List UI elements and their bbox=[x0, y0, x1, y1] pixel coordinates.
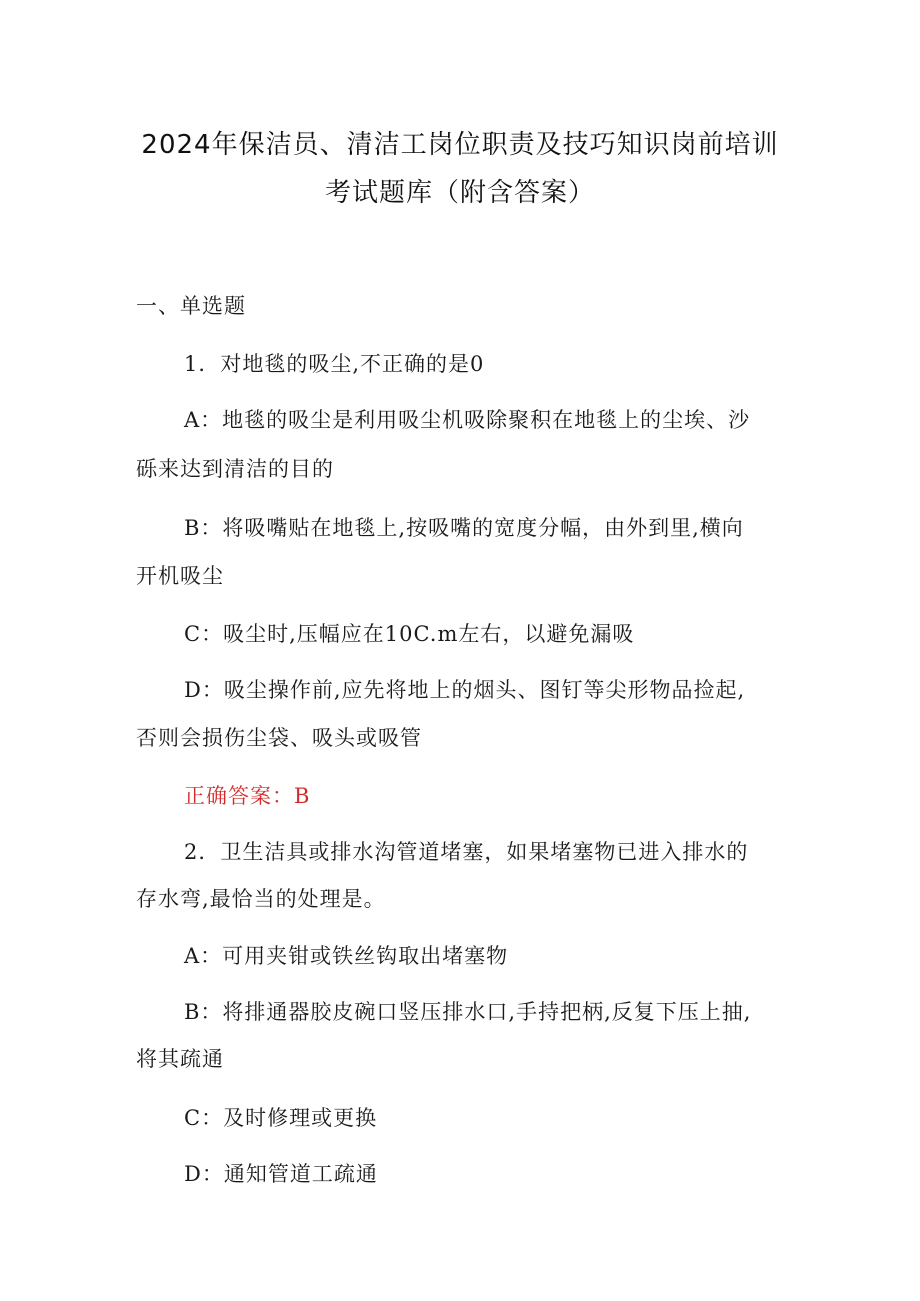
question-2-option-d: D：通知管道工疏通 bbox=[184, 1162, 378, 1186]
question-1-option-b-cont: 开机吸尘 bbox=[136, 564, 224, 588]
question-2-option-a: A：可用夹钳或铁丝钩取出堵塞物 bbox=[184, 944, 509, 968]
question-2-stem-cont: 存水弯,最恰当的处理是。 bbox=[136, 887, 386, 911]
question-1-option-a: A：地毯的吸尘是利用吸尘机吸除聚积在地毯上的尘埃、沙 bbox=[184, 408, 751, 432]
question-2-option-c: C：及时修理或更换 bbox=[184, 1106, 378, 1130]
question-1-answer: 正确答案：B bbox=[184, 784, 311, 808]
question-1-option-d: D：吸尘操作前,应先将地上的烟头、图钉等尖形物品捡起, bbox=[184, 678, 746, 702]
document-title-line-1: 2024年保洁员、清洁工岗位职责及技巧知识岗前培训 bbox=[141, 130, 779, 160]
question-1-option-c: C：吸尘时,压幅应在10C.m左右，以避免漏吸 bbox=[184, 622, 635, 646]
question-2-option-b-cont: 将其疏通 bbox=[136, 1047, 224, 1071]
document-title-line-2: 考试题库（附含答案） bbox=[324, 178, 595, 208]
section-heading: 一、单选题 bbox=[136, 294, 246, 318]
question-1-stem: 1．对地毯的吸尘,不正确的是0 bbox=[184, 352, 485, 376]
question-2-option-b: B：将排通器胶皮碗口竖压排水口,手持把柄,反复下压上抽, bbox=[184, 1000, 752, 1024]
question-2-stem: 2．卫生洁具或排水沟管道堵塞，如果堵塞物已进入排水的 bbox=[184, 840, 749, 864]
question-1-option-b: B：将吸嘴贴在地毯上,按吸嘴的宽度分幅，由外到里,横向 bbox=[184, 516, 744, 540]
question-1-option-a-cont: 砾来达到清洁的目的 bbox=[136, 457, 334, 481]
question-1-option-d-cont: 否则会损伤尘袋、吸头或吸管 bbox=[136, 726, 422, 750]
